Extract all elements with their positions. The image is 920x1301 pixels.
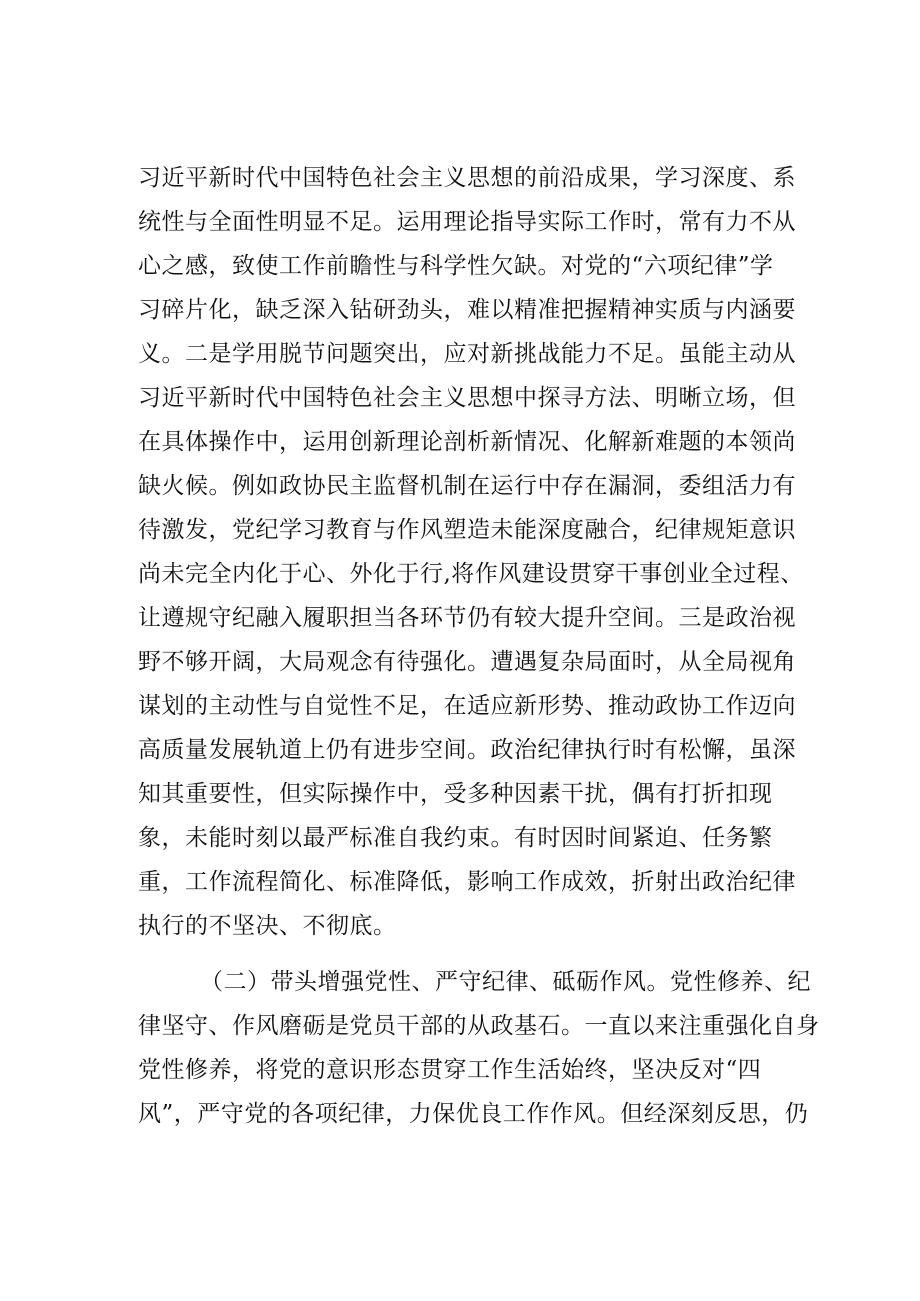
text-line: 心之感，致使工作前瞻性与科学性欠缺。对党的“六项纪律”学 bbox=[138, 253, 774, 279]
text-line: 尚未完全内化于心、外化于行,将作风建设贯穿干事创业全过程、 bbox=[138, 561, 804, 587]
paragraph-spacer bbox=[138, 948, 798, 960]
text-line: 执行的不坚决、不彻底。 bbox=[138, 913, 397, 939]
text-line: 义。二是学用脱节问题突出，应对新挑战能力不足。虽能主动从 bbox=[138, 341, 796, 367]
text-line: 习碎片化，缺乏深入钻研劲头，难以精准把握精神实质与内涵要 bbox=[138, 297, 796, 323]
text-line: 待激发，党纪学习教育与作风塑造未能深度融合，纪律规矩意识 bbox=[138, 517, 796, 543]
document-body bbox=[138, 156, 820, 1136]
text-line: 习近平新时代中国特色社会主义思想中探寻方法、明晰立场，但 bbox=[138, 385, 796, 411]
text-line: 缺火候。例如政协民主监督机制在运行中存在漏洞，委组活力有 bbox=[138, 473, 796, 499]
text-line: 谋划的主动性与自觉性不足，在适应新形势、推动政协工作迈向 bbox=[138, 693, 796, 719]
text-line: 象，未能时刻以最严标准自我约束。有时因时间紧迫、任务繁 bbox=[138, 825, 773, 851]
text-line: 律坚守、作风磨砺是党员干部的从政基石。一直以来注重强化自身 bbox=[138, 1013, 820, 1039]
text-line: 习近平新时代中国特色社会主义思想的前沿成果，学习深度、系 bbox=[138, 165, 796, 191]
text-line: 知其重要性，但实际操作中，受多种因素干扰，偶有打折扣现 bbox=[138, 781, 773, 807]
text-line: 统性与全面性明显不足。运用理论指导实际工作时，常有力不从 bbox=[138, 209, 796, 235]
text-line: 让遵规守纪融入履职担当各环节仍有较大提升空间。三是政治视 bbox=[138, 605, 796, 631]
text-line: （二）带头增强党性、严守纪律、砥砺作风。党性修养、纪 bbox=[200, 969, 811, 995]
paragraph-2 bbox=[138, 960, 820, 1136]
text-line: 野不够开阔，大局观念有待强化。遭遇复杂局面时，从全局视角 bbox=[138, 649, 796, 675]
paragraph-1 bbox=[138, 156, 804, 948]
text-line: 党性修养，将党的意识形态贯穿工作生活始终，坚决反对“四 bbox=[138, 1057, 762, 1083]
text-line: 在具体操作中，运用创新理论剖析新情况、化解新难题的本领尚 bbox=[138, 429, 796, 455]
text-line: 风”，严守党的各项纪律，力保优良工作作风。但经深刻反思，仍 bbox=[138, 1101, 809, 1127]
text-line: 重，工作流程简化、标准降低，影响工作成效，折射出政治纪律 bbox=[138, 869, 796, 895]
text-line: 高质量发展轨道上仍有进步空间。政治纪律执行时有松懈，虽深 bbox=[138, 737, 796, 763]
